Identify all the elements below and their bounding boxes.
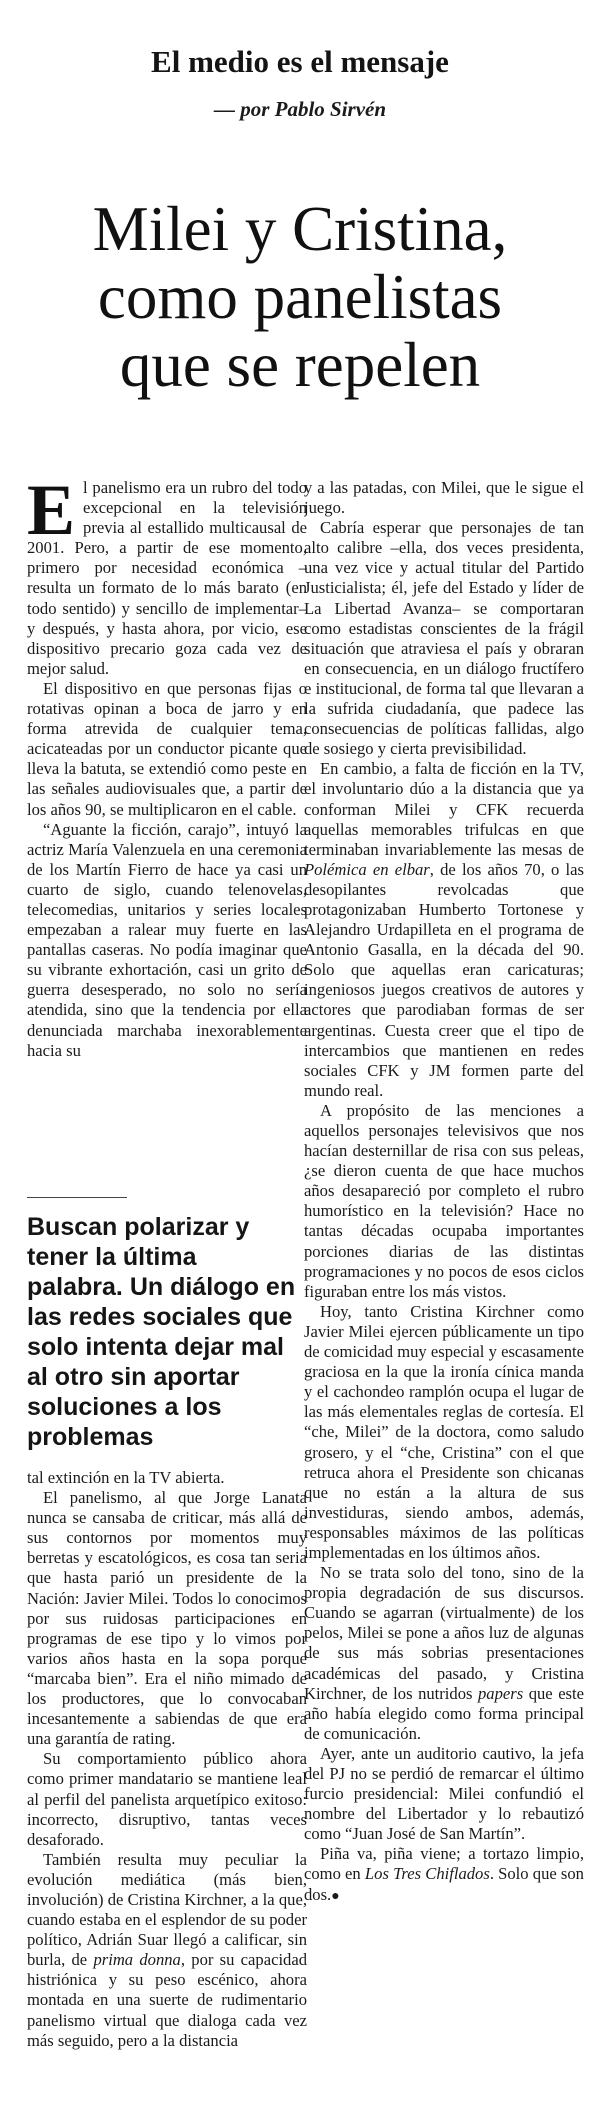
byline: — por Pablo Sirvén [213, 97, 387, 121]
section-title: El medio es el mensaje [151, 44, 449, 79]
article-paragraph: El dispositivo en que personas fijas o rotativas opinan a boca de jarro y en forma atrevida de cualquier tema, acicateadas por un conductor picante que lleva la batuta, se extendió como peste en las señales audiovisuales que, a partir de los años 90, se multiplicaron en el cable. [27, 678, 307, 819]
italic-term: prima donna [93, 1950, 181, 1970]
italic-term: Los Tres Chiflados [364, 1864, 490, 1884]
article-paragraph: El panelismo, al que Jorge Lanata nunca se cansaba de criticar, más allá de sus contornos por momentos muy berretas y escatológicos, es cosa tan seria que hasta parió un presidente de la Nación: Javier Milei. Todos lo conocimos por sus ruidosas participaciones en programas de ese tipo y lo vimos por varios años hasta en la sopa porque “marcaba bien”. Era el niño mimado de los productores, que lo convocaban incesantemente a sabiendas de que era una garantía de rating. [27, 1488, 307, 1749]
article-column-left-top [27, 478, 307, 1178]
article-paragraph [27, 1850, 307, 2051]
article-text: . Solo que son dos. [304, 1864, 584, 1904]
article-text: que este año había elegido como forma principal de comunicación. [304, 1683, 584, 1743]
article-column-left-bottom [27, 1468, 307, 2088]
divider-rule [27, 1197, 127, 1198]
end-mark-icon: ● [331, 1888, 340, 1904]
article-text: Piña va, piña viene; a tortazo limpio, como en [304, 1844, 584, 1884]
article-text: , por su capacidad histriónica y su peso escénico, ahora montada en una suerte de rudimentario panelismo virtual que dialoga cada vez más seguido, pero a la distancia [27, 1950, 307, 2050]
pull-quote-line: tener la última [27, 1243, 197, 1271]
italic-term: Polémica en elbar [304, 859, 430, 879]
pull-quote-line: palabra. Un diálogo en [27, 1273, 296, 1301]
pull-quote-line: Buscan polarizar y [27, 1213, 250, 1241]
article-paragraph: y a las patadas, con Milei, que le sigue el juego. [304, 478, 584, 518]
pull-quote-line: soluciones a los [27, 1393, 222, 1421]
article-paragraph: Ayer, ante un auditorio cautivo, la jefa del PJ no se perdió de remarcar el último furcio presidencial: Milei confundió el nombre del Libertador y lo rebautizó como “Juan José de San Martín”. [304, 1743, 584, 1844]
pull-quote-line: las redes sociales que [27, 1303, 293, 1331]
pull-quote [27, 1212, 297, 1452]
headline [0, 195, 600, 399]
article-text: También resulta muy peculiar la evolución mediática (más bien, involución) de Cristina Kirchner, a la que, cuando estaba en el esplendor de su poder político, Adrián Suar llegó a calificar, sin burla, de [27, 1849, 307, 1970]
pull-quote-line: solo intenta dejar mal [27, 1333, 285, 1361]
article-paragraph: Hoy, tanto Cristina Kirchner como Javier Milei ejercen públicamente un tipo de comicidad muy especial y escasamente graciosa en la que la ironía cínica manda y el cachondeo ramplón ocupa el lugar de las más elementales reglas de cortesía. El “che, Milei” de la doctora, como saludo grosero, y el “che, Cristina” con el que retruca ahora el Presidente son chicanas que no están a la altura de sus investiduras, siendo ambos, además, responsables máximos de las políticas implementadas en los últimos años. [304, 1301, 584, 1562]
article-text: No se trata solo del tono, sino de la propia degradación de sus discursos. Cuando se agarran (virtualmente) de los pelos, Milei se pone a años luz de algunas de sus más sobrias presentaciones académicas del pasado, y Cristina Kirchner, de los nutridos [304, 1563, 584, 1703]
headline-line: Milei y Cristina, [92, 194, 508, 264]
article-column-right [304, 478, 584, 2098]
drop-cap: E [27, 478, 76, 550]
pull-quote-line: al otro sin aportar [27, 1363, 240, 1391]
article-paragraph [304, 759, 584, 1101]
article-paragraph: tal extinción en la TV abierta. [27, 1468, 225, 1487]
article-paragraph: A propósito de las menciones a aquellos personajes televisivos que nos hacían desternillar de risa con sus peleas, ¿se dieron cuenta de que hace muchos años desapareció por completo el rubro humorístico en la televisión? Hace no tantas décadas ocupaba importantes porciones diarias de las distintas programaciones y no pocos de esos ciclos figuraban entre los más vistos. [304, 1100, 584, 1301]
article-paragraph [304, 1563, 584, 1744]
italic-term: papers [478, 1683, 524, 1703]
headline-line: como panelistas [97, 262, 503, 332]
article-text: En cambio, a falta de ficción en la TV, el involuntario dúo a la distancia que ya conforman Milei y CFK recuerda aquellas memorables trifulcas en que terminaban invariablemente las mesas de [304, 759, 584, 859]
article-paragraph [304, 1844, 584, 1906]
pull-quote-line: problemas [27, 1423, 154, 1451]
article-paragraph: “Aguante la ficción, carajo”, intuyó la actriz María Valenzuela en una ceremonia de los Martín Fierro de hace ya casi un cuarto de siglo, cuando telenovelas, telecomedias, unitarios y series locales empezaban a ralear muy fuerte en las pantallas caseras. No podía imaginar que su vibrante exhortación, casi un grito de guerra desesperado, no solo no sería atendida, sino que la tendencia por ella denunciada marchaba inexorablemente hacia su [27, 819, 307, 1060]
article-paragraph: Cabría esperar que personajes de tan alto calibre –ella, dos veces presidenta, una vez vice y actual titular del Partido Justicialista; él, jefe del Estado y líder de La Libertad Avanza– se comportaran como estadistas conscientes de la frágil situación que atraviesa el país y obraran en consecuencia, en un diálogo fructífero e institucional, de forma tal que llevaran a la sufrida ciudadanía, que padece las consecuencias de políticas fallidas, algo de sosiego y cierta previsibilidad. [304, 518, 584, 759]
article-text: , de los años 70, o las desopilantes revolcadas que protagonizaban Humberto Tortonese y Alejandro Urdapilleta en el programa de Antonio Gasalla, en la década del 90. Solo que aquellas eran caricaturas; ingeniosos juegos creativos de autores y actores que parodiaban formas de ser argentinas. Cuesta creer que el tipo de intercambios que mantienen en redes sociales CFK y JM formen parte del mundo real. [304, 859, 584, 1100]
headline-line: que se repelen [119, 330, 481, 400]
article-paragraph: l panelismo era un rubro del todo excepcional en la televisión previa al estallido multicausal de 2001. Pero, a partir de ese momento, primero por necesidad económica –resulta un formato de lo más barato (en todo sentido) y sencillo de implementar– y después, y hasta ahora, por vicio, ese dispositivo precario goza cada vez de mejor salud. [27, 478, 307, 678]
article-paragraph: Su comportamiento público ahora como primer mandatario se mantiene leal al perfil del panelista arquetípico exitoso: incorrecto, disruptivo, tantas veces desaforado. [27, 1749, 307, 1849]
